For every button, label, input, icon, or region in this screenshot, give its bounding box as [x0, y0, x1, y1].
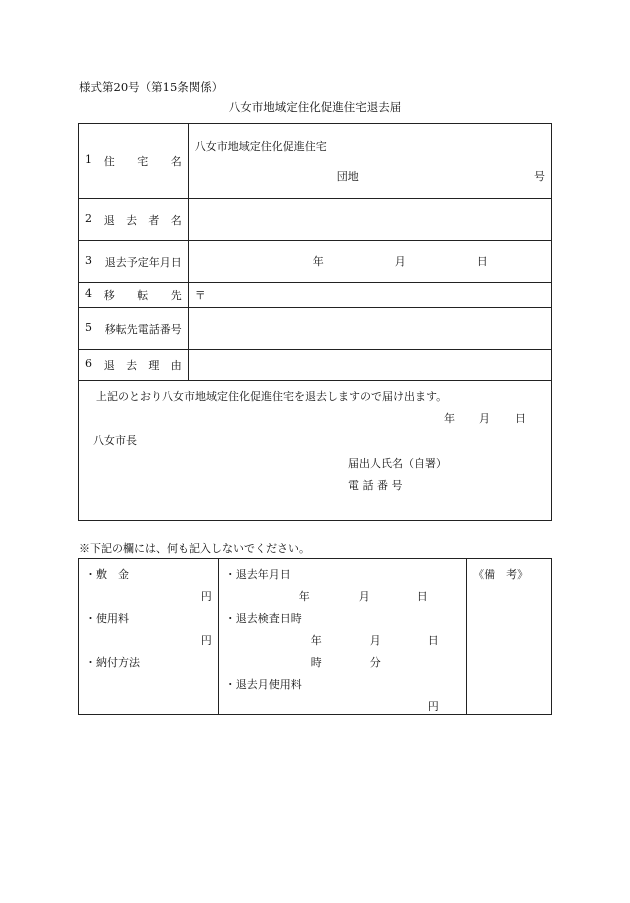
office-use-note: ※下記の欄には、何も記入しないでください。 [79, 542, 310, 555]
label-cell [79, 199, 189, 241]
statement-cell [79, 381, 552, 521]
label-text: 退去予定年月日 [104, 255, 182, 269]
reason-input-cell[interactable] [188, 350, 551, 381]
applicant-name-label: 届出人氏名（自署） [348, 457, 447, 470]
month-text: 月 [394, 255, 406, 268]
new-address-input-cell[interactable] [188, 283, 551, 308]
table-row-reason [79, 350, 552, 381]
label-char: 去 [126, 213, 138, 227]
remarks-cell [467, 559, 552, 715]
reason-label [85, 357, 182, 373]
row-number: 3 [85, 253, 92, 267]
minute-text: 分 [369, 656, 381, 669]
table-row-move-date [79, 241, 552, 283]
monthly-fee-label: ・退去月使用料 [224, 678, 302, 691]
label-char: 退 [103, 213, 115, 227]
hour-text: 時 [310, 656, 322, 669]
label-text: 移転先電話番号 [104, 322, 182, 336]
new-phone-input-cell[interactable] [188, 308, 551, 350]
table-row-leaver-name [79, 199, 552, 241]
ins-year-text: 年 [310, 634, 322, 647]
main-form-table [78, 123, 552, 521]
payment-method-label: ・納付方法 [85, 656, 140, 669]
office-use-table [78, 558, 552, 715]
ins-day-text: 日 [427, 634, 439, 647]
table-row-residence [79, 124, 552, 199]
label-char: 者 [148, 213, 160, 227]
remarks-label: 《備 考》 [473, 568, 529, 581]
label-cell [79, 283, 189, 308]
label-cell [79, 241, 189, 283]
form-title: 八女市地域定住化促進住宅退去届 [228, 100, 402, 114]
postal-mark: 〒 [194, 289, 206, 302]
residence-input-cell[interactable] [188, 124, 551, 199]
year-text: 年 [312, 255, 324, 268]
inspection-label: ・退去検査日時 [224, 612, 302, 625]
table-row-statement [79, 381, 552, 521]
form-number: 様式第20号（第15条関係） [79, 80, 224, 94]
row-number: 1 [85, 153, 92, 166]
row-number: 5 [85, 320, 92, 334]
label-char: 名 [170, 213, 182, 227]
leaver-name-label [85, 212, 182, 228]
label-cell [79, 124, 189, 199]
deposit-label: ・敷 金 [85, 568, 129, 581]
addressee-text: 八女市長 [93, 434, 137, 447]
move-date-input-cell[interactable] [188, 241, 551, 283]
residence-name-text: 八女市地域定住化促進住宅 [194, 140, 327, 153]
label-cell [79, 350, 189, 381]
day-text: 日 [476, 255, 488, 268]
leaver-name-input-cell[interactable] [188, 199, 551, 241]
usage-fee-unit: 円 [200, 634, 212, 647]
label-char: 去 [126, 359, 138, 372]
monthly-fee-unit: 円 [427, 700, 439, 713]
deposit-unit: 円 [200, 590, 212, 603]
phone-label: 電 話 番 号 [348, 479, 403, 492]
move-out-date-label: ・退去年月日 [224, 568, 291, 581]
table-row-new-address [79, 283, 552, 308]
row-number: 6 [85, 357, 92, 370]
ins-month-text: 月 [369, 634, 381, 647]
label-char: 名 [170, 155, 182, 168]
move-out-cell [218, 559, 466, 715]
residence-label [85, 153, 182, 169]
statement-text: 上記のとおり八女市地域定住化促進住宅を退去しますので届け出ます。 [96, 390, 448, 403]
fee-cell [79, 559, 219, 715]
label-char: 先 [170, 289, 182, 302]
day-text: 日 [416, 590, 428, 603]
label-char: 住 [103, 155, 115, 168]
usage-fee-label: ・使用料 [85, 612, 129, 625]
label-char: 宅 [137, 155, 149, 168]
date-month-text: 月 [479, 412, 490, 425]
label-char: 由 [170, 359, 182, 372]
go-text: 号 [534, 170, 545, 183]
label-cell [79, 308, 189, 350]
table-row-new-phone [79, 308, 552, 350]
new-address-label [85, 287, 182, 303]
row-number: 4 [85, 287, 92, 300]
row-number: 2 [85, 211, 92, 225]
label-char: 退 [103, 359, 115, 372]
danchi-text: 団地 [336, 170, 359, 183]
label-char: 転 [137, 289, 149, 302]
date-day-text: 日 [515, 412, 526, 425]
month-text: 月 [358, 590, 370, 603]
year-text: 年 [298, 590, 310, 603]
label-char: 理 [148, 359, 160, 372]
new-phone-label [85, 321, 182, 337]
move-date-label [85, 254, 182, 270]
date-year-text: 年 [444, 412, 455, 425]
label-char: 移 [103, 289, 115, 302]
